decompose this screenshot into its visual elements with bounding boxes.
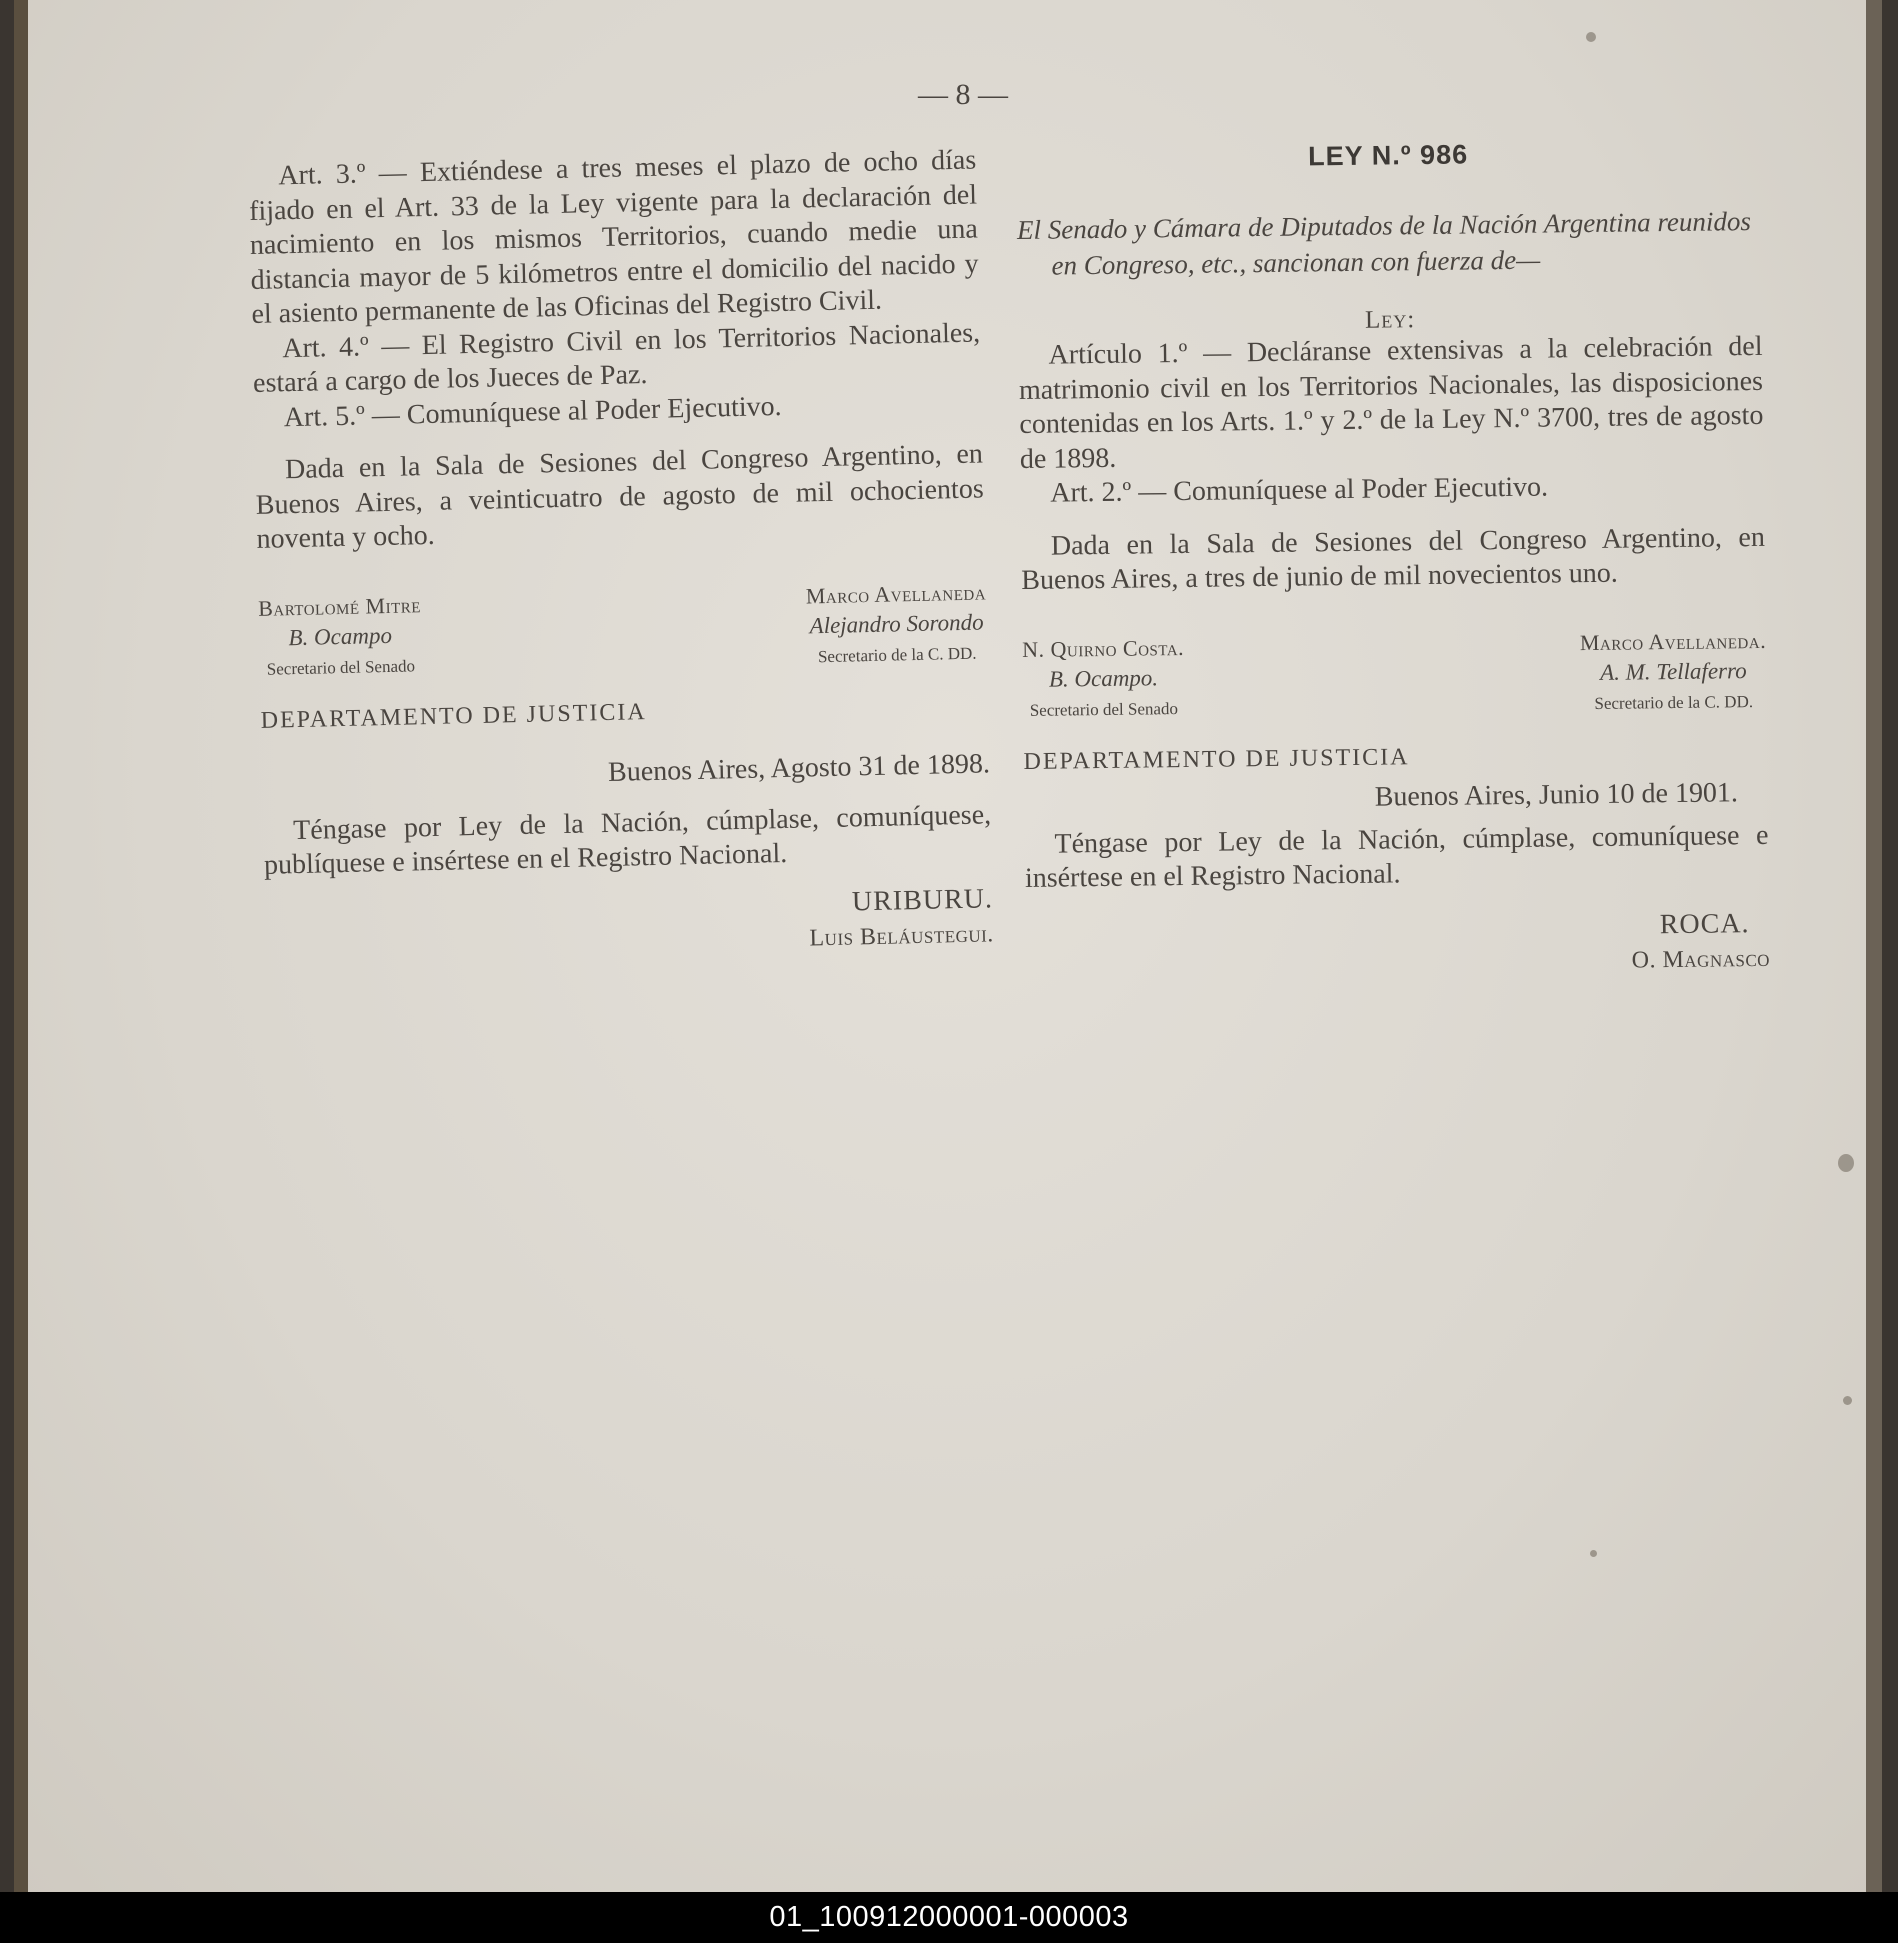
executive-signature — [265, 883, 994, 964]
article-3: Art. 3.º — Extiéndese a tres meses el plazo de ocho días fijado en el Art. 33 de la Ley vigente para la declaración del nacimiento en los mismos Territorios, cuando medie una distancia mayor de 5 kilómetros entre el domicilio del nacido y el asiento permanente de las Oficinas del Registro Civil. — [248, 144, 979, 330]
department-heading: DEPARTAMENTO DE JUSTICIA — [260, 698, 647, 734]
image-id-bar — [0, 1892, 1898, 1943]
chamber-president-name: Marco Avellaneda. — [1579, 627, 1767, 655]
article-2: Art. 2.º — Comuníquese al Poder Ejecutivo. — [1050, 471, 1549, 509]
print-speck — [1590, 1550, 1597, 1557]
chamber-president-name: Marco Avellaneda — [805, 578, 987, 608]
decree-date: Buenos Aires, Agosto 31 de 1898. — [607, 747, 991, 788]
senate-secretary-title: Secretario del Senado — [266, 655, 416, 679]
president-signature: URIBURU. — [851, 882, 994, 917]
preamble: El Senado y Cámara de Diputados de la Nación Argentina reunidos en Congreso, etc., sancionan con fuerza de— — [1016, 206, 1752, 281]
page-binding-edge — [14, 0, 28, 1892]
chamber-signature — [806, 579, 988, 667]
minister-signature: O. Magnasco — [1631, 945, 1771, 974]
page-right-edge — [1866, 0, 1882, 1892]
left-column — [248, 143, 994, 964]
signatures — [258, 579, 988, 679]
chamber-signature — [1580, 627, 1767, 713]
given-clause: Dada en la Sala de Sesiones del Congreso Argentino, en Buenos Aires, a veinticuatro de agosto de mil ochocientos noventa y ocho. — [255, 438, 984, 555]
chamber-secretary-name: Alejandro Sorondo — [809, 608, 984, 638]
law-title: LEY N.º 986 — [1308, 139, 1469, 172]
right-column — [1016, 136, 1770, 982]
decree-date: Buenos Aires, Junio 10 de 1901. — [1374, 776, 1739, 813]
chamber-secretary-name: A. M. Tellaferro — [1599, 657, 1747, 685]
chamber-secretary-title: Secretario de la C. DD. — [817, 643, 977, 666]
senate-signature — [1022, 634, 1185, 720]
executive-signature — [1025, 907, 1770, 981]
signatures — [1022, 627, 1767, 720]
scanned-page — [14, 0, 1882, 1892]
decree-text: Téngase por Ley de la Nación, cúmplase, comuníquese, publíquese e insértese en el Registro Nacional. — [263, 798, 992, 881]
article-4: Art. 4.º — El Registro Civil en los Territorios Nacionales, estará a cargo de los Jueces de Paz. — [252, 316, 981, 399]
print-speck — [1586, 32, 1596, 42]
senate-secretary-title: Secretario del Senado — [1029, 698, 1179, 720]
article-1: Artículo 1.º — Decláranse extensivas a la celebración del matrimonio civil en los Territorios Nacionales, las disposiciones contenidas en los Arts. 1.º y 2.º de la Ley N.º 3700, tres de agosto de 1898. — [1018, 330, 1764, 475]
department-heading: DEPARTAMENTO DE JUSTICIA — [1023, 743, 1410, 775]
minister-signature: Luis Beláustegui. — [809, 920, 995, 951]
ley-heading: Ley: — [1364, 306, 1416, 334]
senate-president-name: N. Quirno Costa. — [1022, 634, 1185, 662]
senate-signature — [258, 592, 423, 680]
senate-secretary-name: B. Ocampo — [288, 622, 393, 650]
image-id-label: 01_100912000001-000003 — [769, 1901, 1129, 1933]
senate-secretary-name: B. Ocampo. — [1048, 664, 1159, 692]
print-speck — [1838, 1154, 1854, 1172]
print-speck — [1843, 1396, 1852, 1405]
president-signature: ROCA. — [1659, 907, 1750, 940]
article-5: Art. 5.º — Comuníquese al Poder Ejecutivo. — [283, 390, 782, 433]
chamber-secretary-title: Secretario de la C. DD. — [1594, 691, 1754, 713]
decree-text: Téngase por Ley de la Nación, cúmplase, comuníquese e insértese en el Registro Nacional. — [1024, 819, 1769, 894]
page-number: — 8 — — [918, 78, 1008, 111]
given-clause: Dada en la Sala de Sesiones del Congreso Argentino, en Buenos Aires, a tres de junio de mil novecientos uno. — [1021, 521, 1766, 596]
senate-president-name: Bartolomé Mitre — [257, 591, 422, 621]
